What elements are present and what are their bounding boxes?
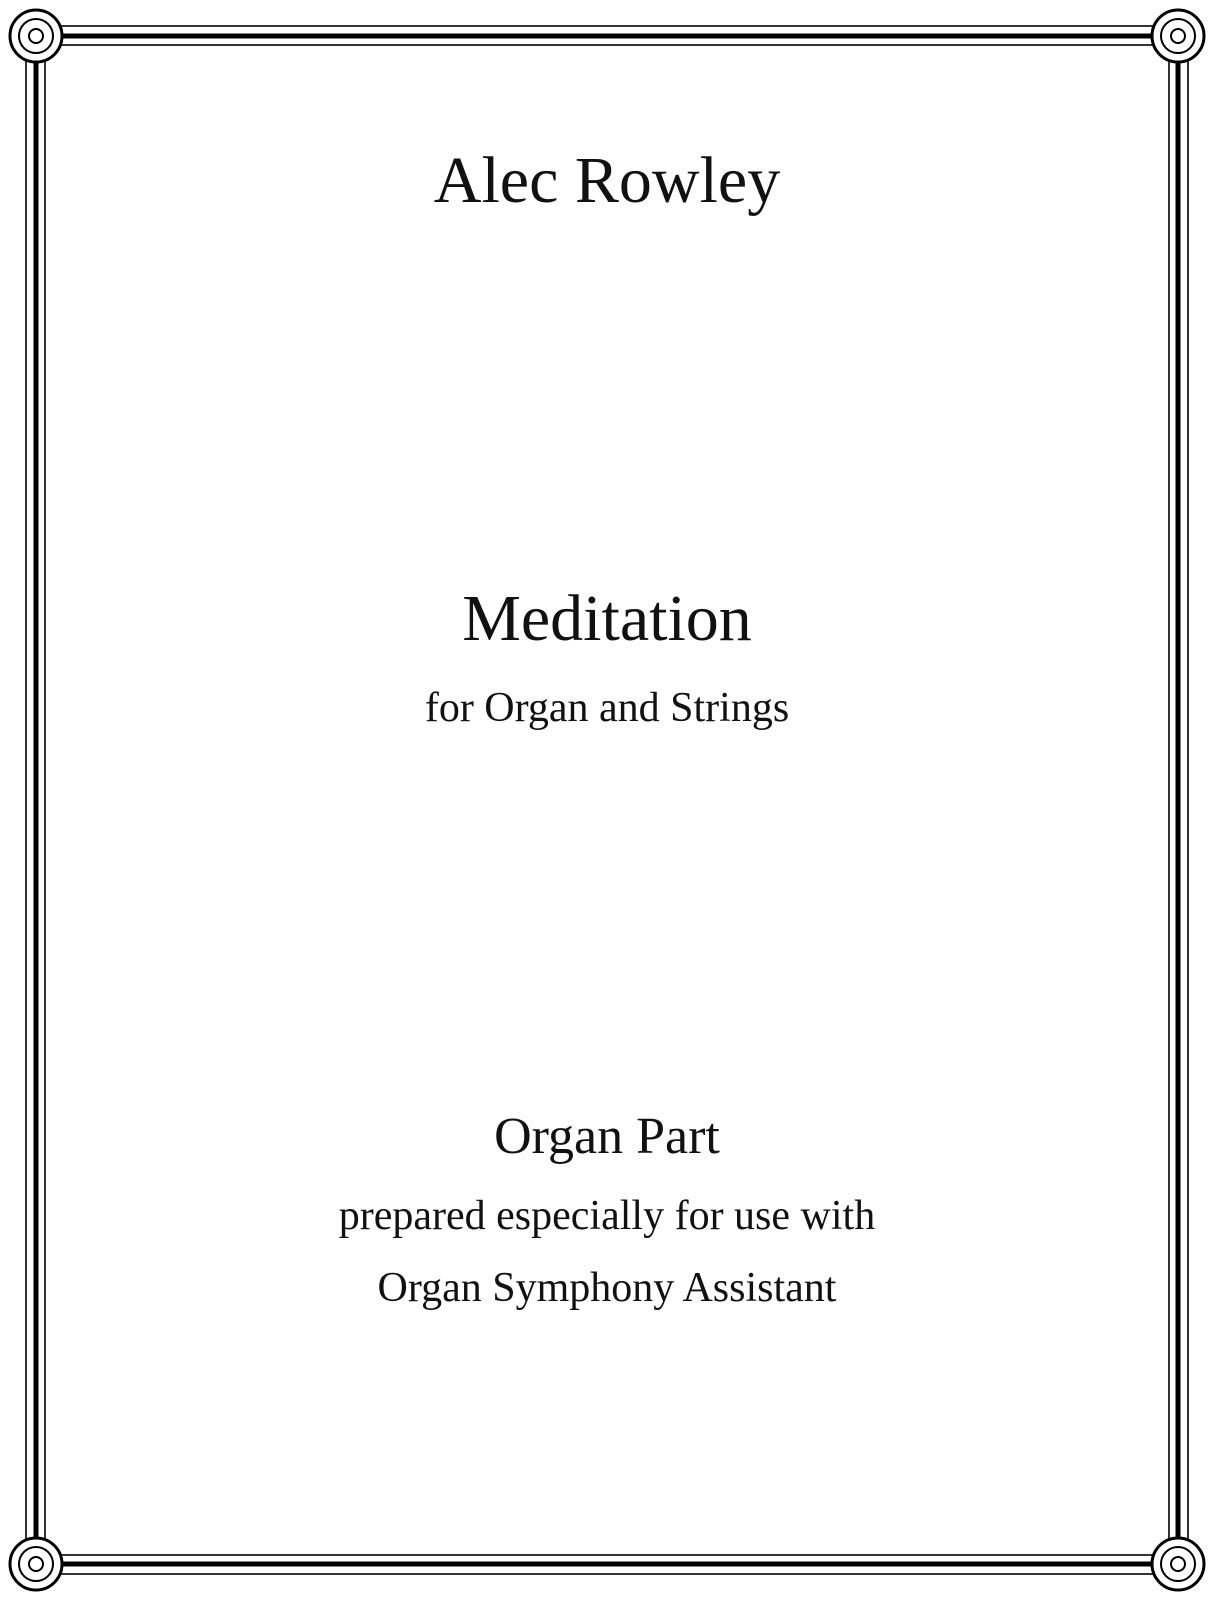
piece-title: Meditation	[462, 582, 752, 655]
main-frame-line	[36, 36, 1178, 1564]
part-name: Organ Part	[494, 1108, 720, 1165]
inner-frame-line	[45, 45, 1169, 1555]
corner-ornament-top-left-icon	[10, 10, 62, 62]
composer-name: Alec Rowley	[433, 144, 781, 217]
piece-subtitle: for Organ and Strings	[424, 685, 790, 731]
corner-ornament-top-right-icon	[1152, 10, 1204, 62]
corner-ornament-bottom-right-icon	[1152, 1538, 1204, 1590]
corner-ornament-bottom-left-icon	[10, 1538, 62, 1590]
assistant-name: Organ Symphony Assistant	[377, 1265, 837, 1311]
prepared-note: prepared especially for use with	[338, 1193, 876, 1239]
outer-frame-line	[26, 26, 1188, 1574]
